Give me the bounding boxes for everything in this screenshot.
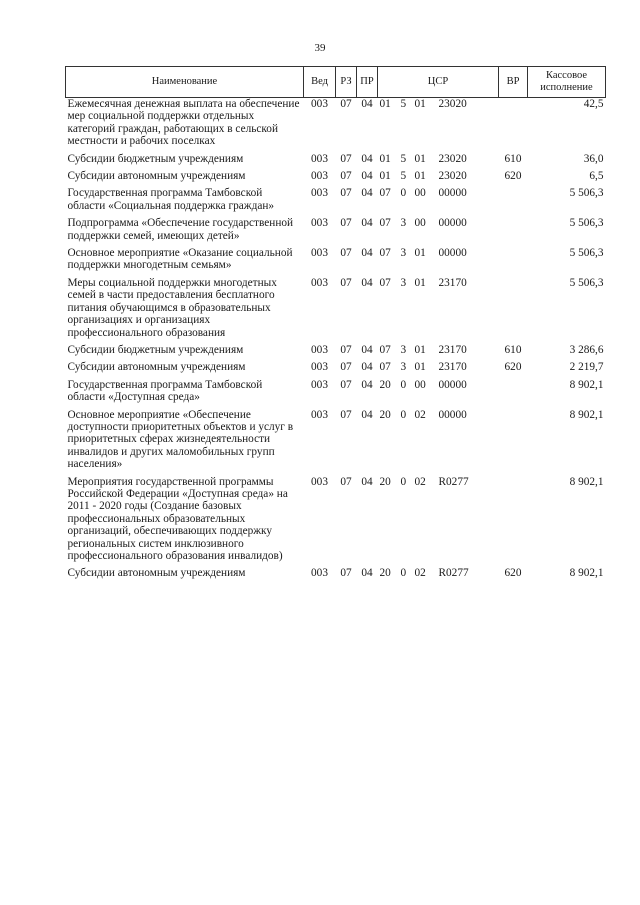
- csr-part: R0277: [438, 567, 469, 580]
- row-csr: [378, 153, 499, 170]
- table-header-row: [66, 67, 606, 98]
- header-csr: ЦСР: [378, 67, 499, 98]
- header-rz: РЗ: [336, 67, 357, 98]
- csr-part: 01: [414, 170, 426, 183]
- csr-part: 00: [414, 187, 426, 200]
- csr-part: 01: [414, 247, 426, 260]
- row-csr: [378, 217, 499, 247]
- row-pr: 04: [361, 408, 373, 421]
- csr-part: 3: [400, 276, 407, 289]
- csr-part: 07: [379, 276, 391, 289]
- row-vr: [499, 379, 528, 409]
- row-amount: 5 506,3: [569, 187, 604, 200]
- row-name: Субсидии бюджетным учреждениям: [67, 343, 244, 356]
- row-vr: 620: [504, 170, 522, 183]
- row-pr: 04: [361, 361, 373, 374]
- csr-part: 20: [379, 475, 391, 488]
- table-row: [66, 153, 606, 170]
- row-pr: 04: [361, 475, 373, 488]
- row-name: Основное мероприятие «Оказание социальной поддержки многодетным семьям»: [67, 247, 293, 272]
- row-ved: 003: [311, 187, 328, 200]
- csr-part: 00000: [438, 378, 467, 391]
- csr-part: 20: [379, 408, 391, 421]
- table-row: [66, 344, 606, 361]
- row-rz: 07: [340, 361, 352, 374]
- csr-part: 23170: [438, 343, 467, 356]
- csr-part: 0: [400, 567, 407, 580]
- csr-part: 07: [379, 343, 391, 356]
- row-vr: [499, 247, 528, 277]
- csr-part: 3: [400, 217, 407, 230]
- row-pr: 04: [361, 567, 373, 580]
- row-rz: 07: [340, 567, 352, 580]
- row-csr: [378, 379, 499, 409]
- table-row: [66, 567, 606, 584]
- row-ved: 003: [311, 408, 328, 421]
- row-rz: 07: [340, 98, 352, 110]
- csr-part: 01: [414, 276, 426, 289]
- csr-part: 01: [379, 170, 391, 183]
- csr-part: 00: [414, 217, 426, 230]
- row-pr: 04: [361, 187, 373, 200]
- row-csr: [378, 247, 499, 277]
- row-rz: 07: [340, 187, 352, 200]
- row-amount: 8 902,1: [569, 408, 604, 421]
- csr-part: 5: [400, 98, 407, 110]
- row-rz: 07: [340, 152, 352, 165]
- csr-part: 23170: [438, 361, 467, 374]
- csr-part: 20: [379, 567, 391, 580]
- row-csr: [378, 567, 499, 584]
- csr-part: 02: [414, 475, 426, 488]
- row-csr: [378, 361, 499, 378]
- csr-part: 00: [414, 378, 426, 391]
- csr-part: 07: [379, 187, 391, 200]
- row-csr: [378, 476, 499, 568]
- row-amount: 8 902,1: [569, 475, 604, 488]
- csr-part: 01: [379, 152, 391, 165]
- table-row: [66, 217, 606, 247]
- row-ved: 003: [311, 361, 328, 374]
- header-vr: ВР: [499, 67, 528, 98]
- csr-part: R0277: [438, 475, 469, 488]
- csr-part: 02: [414, 567, 426, 580]
- csr-part: 01: [379, 98, 391, 110]
- csr-part: 3: [400, 343, 407, 356]
- header-ved: Вед: [304, 67, 336, 98]
- row-pr: 04: [361, 217, 373, 230]
- csr-part: 00000: [438, 408, 467, 421]
- csr-part: 00000: [438, 247, 467, 260]
- csr-part: 01: [414, 343, 426, 356]
- row-name: Субсидии автономным учреждениям: [67, 567, 246, 580]
- row-amount: 8 902,1: [569, 567, 604, 580]
- row-csr: [378, 277, 499, 344]
- row-vr: 610: [504, 152, 522, 165]
- row-vr: [499, 217, 528, 247]
- row-vr: [499, 476, 528, 568]
- row-pr: 04: [361, 343, 373, 356]
- row-name: Субсидии бюджетным учреждениям: [67, 152, 244, 165]
- row-csr: [378, 344, 499, 361]
- row-ved: 003: [311, 378, 328, 391]
- row-csr: [378, 409, 499, 476]
- row-name: Государственная программа Тамбовской области «Доступная среда»: [67, 378, 263, 404]
- csr-part: 0: [400, 378, 407, 391]
- row-name: Субсидии автономным учреждениям: [67, 170, 246, 183]
- row-rz: 07: [340, 475, 352, 488]
- row-vr: [499, 409, 528, 476]
- row-pr: 04: [361, 276, 373, 289]
- row-vr: 610: [504, 343, 522, 356]
- table-row: [66, 277, 606, 344]
- table-row: [66, 409, 606, 476]
- row-vr: 620: [504, 567, 522, 580]
- csr-part: 5: [400, 152, 407, 165]
- csr-part: 01: [414, 98, 426, 110]
- row-rz: 07: [340, 378, 352, 391]
- row-amount: 8 902,1: [569, 378, 604, 391]
- csr-part: 00000: [438, 217, 467, 230]
- table-row: [66, 476, 606, 568]
- row-ved: 003: [311, 475, 328, 488]
- row-rz: 07: [340, 276, 352, 289]
- row-vr: 620: [504, 361, 522, 374]
- row-ved: 003: [311, 98, 328, 110]
- row-ved: 003: [311, 343, 328, 356]
- row-amount: 5 506,3: [569, 247, 604, 260]
- row-name: Государственная программа Тамбовской области «Социальная поддержка граждан»: [67, 187, 275, 212]
- row-name: Подпрограмма «Обеспечение государственной поддержки семей, имеющих детей»: [67, 217, 294, 242]
- row-ved: 003: [311, 247, 328, 260]
- header-cash: Кассовое исполнение: [528, 67, 606, 98]
- row-name: Основное мероприятие «Обеспечение доступности приоритетных объектов и услуг в приоритетных сферах жизнедеятельности инвалидов и других маломобильных групп населения»: [67, 408, 294, 471]
- row-csr: [378, 98, 499, 153]
- csr-part: 0: [400, 187, 407, 200]
- header-pr: ПР: [357, 67, 378, 98]
- row-amount: 5 506,3: [569, 217, 604, 230]
- row-amount: 5 506,3: [569, 276, 604, 289]
- csr-part: 07: [379, 361, 391, 374]
- csr-part: 01: [414, 361, 426, 374]
- page-number: 39: [314, 42, 326, 54]
- table-row: [66, 187, 606, 217]
- csr-part: 5: [400, 170, 407, 183]
- row-name: Меры социальной поддержки многодетных семей в части предоставления бесплатного питания обучающимся в образовательных организациях и организациях профессионального образования: [67, 276, 277, 339]
- csr-part: 20: [379, 378, 391, 391]
- row-csr: [378, 187, 499, 217]
- table-row: [66, 170, 606, 187]
- row-amount: 36,0: [583, 152, 604, 165]
- row-name: Мероприятия государственной программы Российской Федерации «Доступная среда» на 2011 - 2020 годы (Создание базовых профессиональных образовательных организаций, обеспечивающих поддержку региональных систем инклюзивного профессионального образования инвалидов): [67, 475, 288, 562]
- row-rz: 07: [340, 408, 352, 421]
- row-pr: 04: [361, 378, 373, 391]
- row-name: Субсидии автономным учреждениям: [67, 361, 246, 374]
- row-vr: [499, 277, 528, 344]
- table-row: [66, 98, 606, 153]
- row-ved: 003: [311, 567, 328, 580]
- csr-part: 23020: [438, 152, 467, 165]
- row-rz: 07: [340, 247, 352, 260]
- table-row: [66, 361, 606, 378]
- row-rz: 07: [340, 170, 352, 183]
- row-name: Ежемесячная денежная выплата на обеспечение мер социальной поддержки отдельных категорий граждан, работающих в сельской местности и рабочих поселках: [67, 98, 300, 148]
- row-pr: 04: [361, 247, 373, 260]
- csr-part: 23020: [438, 98, 467, 110]
- csr-part: 07: [379, 247, 391, 260]
- header-name: Наименование: [66, 67, 304, 98]
- csr-part: 07: [379, 217, 391, 230]
- row-vr: [499, 98, 528, 153]
- csr-part: 3: [400, 247, 407, 260]
- budget-table: [65, 66, 606, 585]
- row-amount: 6,5: [589, 170, 604, 183]
- csr-part: 0: [400, 475, 407, 488]
- csr-part: 23020: [438, 170, 467, 183]
- row-pr: 04: [361, 170, 373, 183]
- row-pr: 04: [361, 152, 373, 165]
- csr-part: 01: [414, 152, 426, 165]
- row-ved: 003: [311, 276, 328, 289]
- row-vr: [499, 187, 528, 217]
- row-ved: 003: [311, 152, 328, 165]
- row-ved: 003: [311, 217, 328, 230]
- row-ved: 003: [311, 170, 328, 183]
- csr-part: 0: [400, 408, 407, 421]
- table-row: [66, 379, 606, 409]
- row-amount: 3 286,6: [569, 343, 604, 356]
- csr-part: 3: [400, 361, 407, 374]
- csr-part: 23170: [438, 276, 467, 289]
- csr-part: 02: [414, 408, 426, 421]
- row-pr: 04: [361, 98, 373, 110]
- row-rz: 07: [340, 217, 352, 230]
- row-amount: 42,5: [583, 98, 604, 110]
- csr-part: 00000: [438, 187, 467, 200]
- row-amount: 2 219,7: [569, 361, 604, 374]
- row-rz: 07: [340, 343, 352, 356]
- row-csr: [378, 170, 499, 187]
- table-row: [66, 247, 606, 277]
